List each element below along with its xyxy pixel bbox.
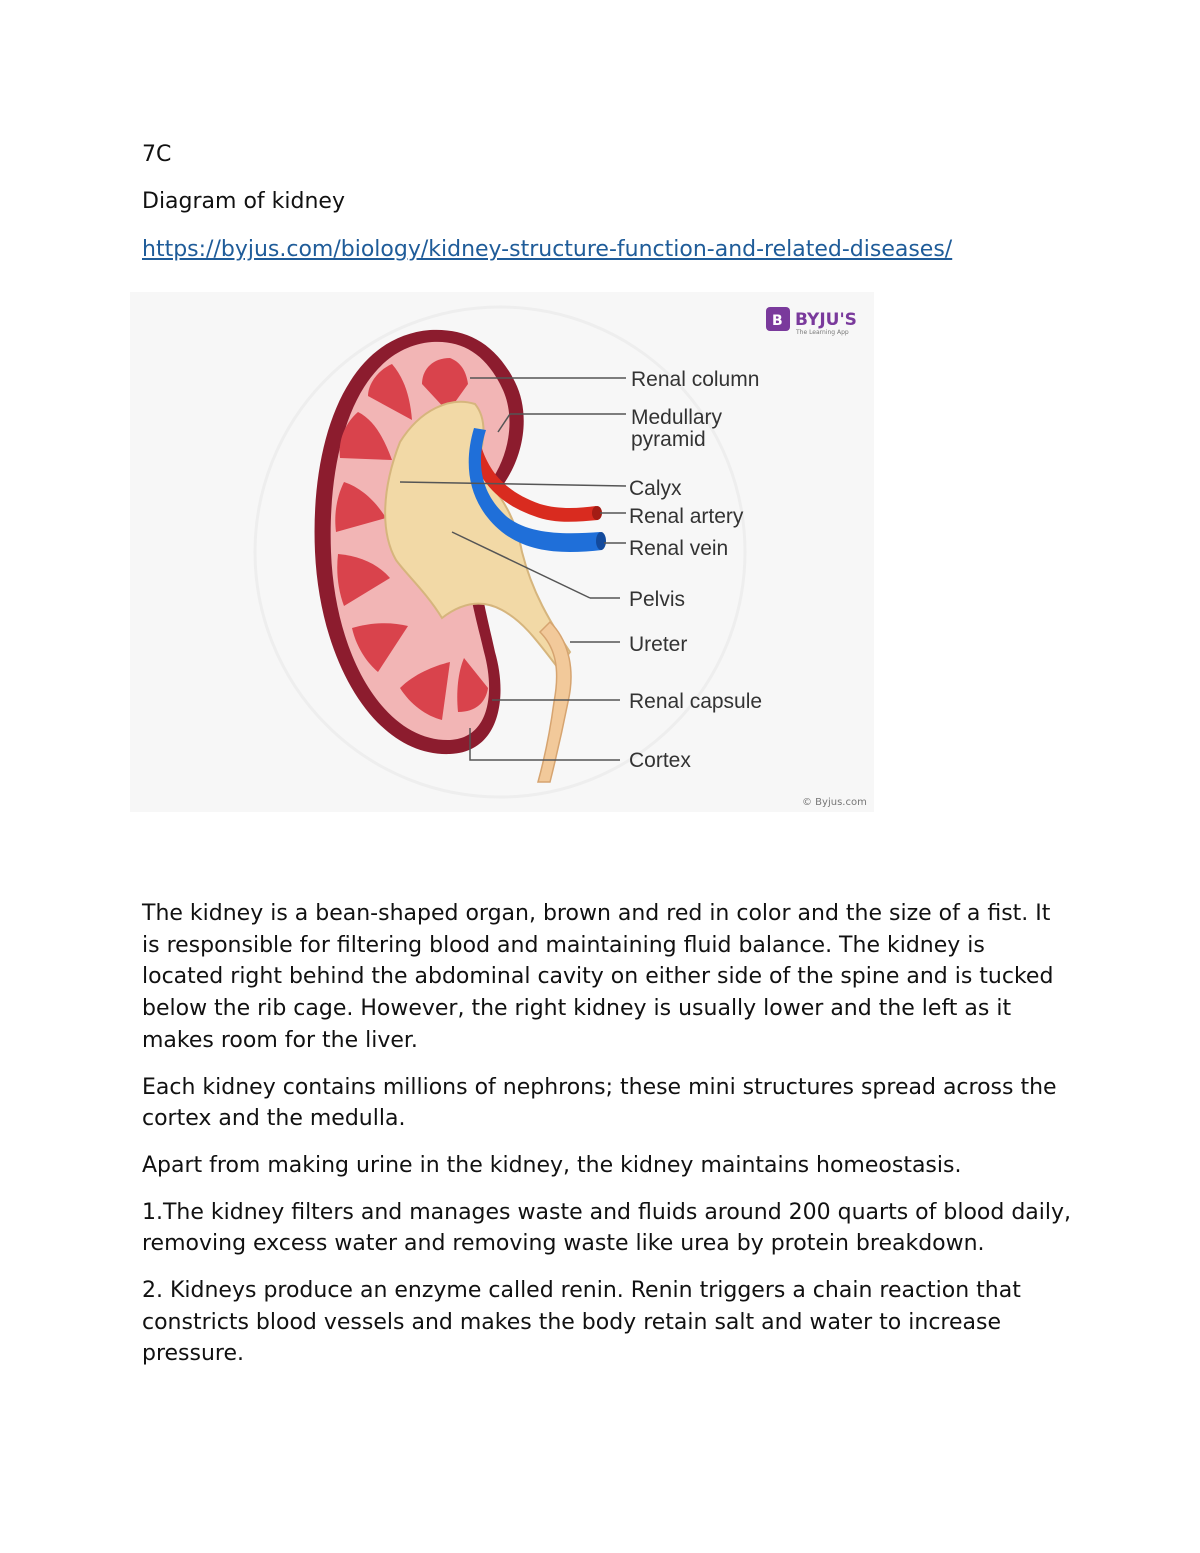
svg-text:B: B [772,313,783,329]
body-text [142,898,1072,1385]
paragraph: The kidney is a bean-shaped organ, brown and red in color and the size of a fist. It is responsible for filtering blood and maintaining fluid balance. The kidney is located right behind the abdominal cavity on either side of the spine and is tucked below the rib cage. However, the right kidney is usually lower and the left as it makes room for the liver. [142,901,1054,1053]
label-calyx: Calyx [629,477,682,500]
label-ureter: Ureter [629,633,688,656]
diagram-title: Diagram of kidney [142,189,345,214]
paragraph: Each kidney contains millions of nephrons; these mini structures spread across the cortex and the medulla. [142,1074,1057,1132]
kidney-diagram [130,292,874,812]
kidney-illustration [315,330,606,782]
byjus-logo [766,307,857,336]
label-medullary: Medullary [631,406,723,429]
label-renal-column: Renal column [631,368,760,391]
label-pyramid: pyramid [631,428,706,451]
label-renal-vein: Renal vein [629,537,729,560]
source-link[interactable]: https://byjus.com/biology/kidney-structure-function-and-related-diseases/ [142,237,953,262]
logo-tagline: The Learning App [796,329,849,336]
paragraph: 2. Kidneys produce an enzyme called renin. Renin triggers a chain reaction that constricts blood vessels and makes the body retain salt and water to increase pressure. [142,1278,1021,1367]
paragraph: Apart from making urine in the kidney, the kidney maintains homeostasis. [142,1152,962,1178]
label-renal-capsule: Renal capsule [629,690,763,713]
image-credit: © Byjus.com [802,797,867,808]
label-cortex: Cortex [629,749,691,772]
paragraph: 1.The kidney filters and manages waste and fluids around 200 quarts of blood daily, removing excess water and removing waste like urea by protein breakdown. [142,1199,1072,1257]
label-renal-artery: Renal artery [629,505,744,528]
logo-text: BYJU'S [795,310,857,330]
section-heading: 7C [142,142,172,167]
label-pelvis: Pelvis [629,588,686,611]
